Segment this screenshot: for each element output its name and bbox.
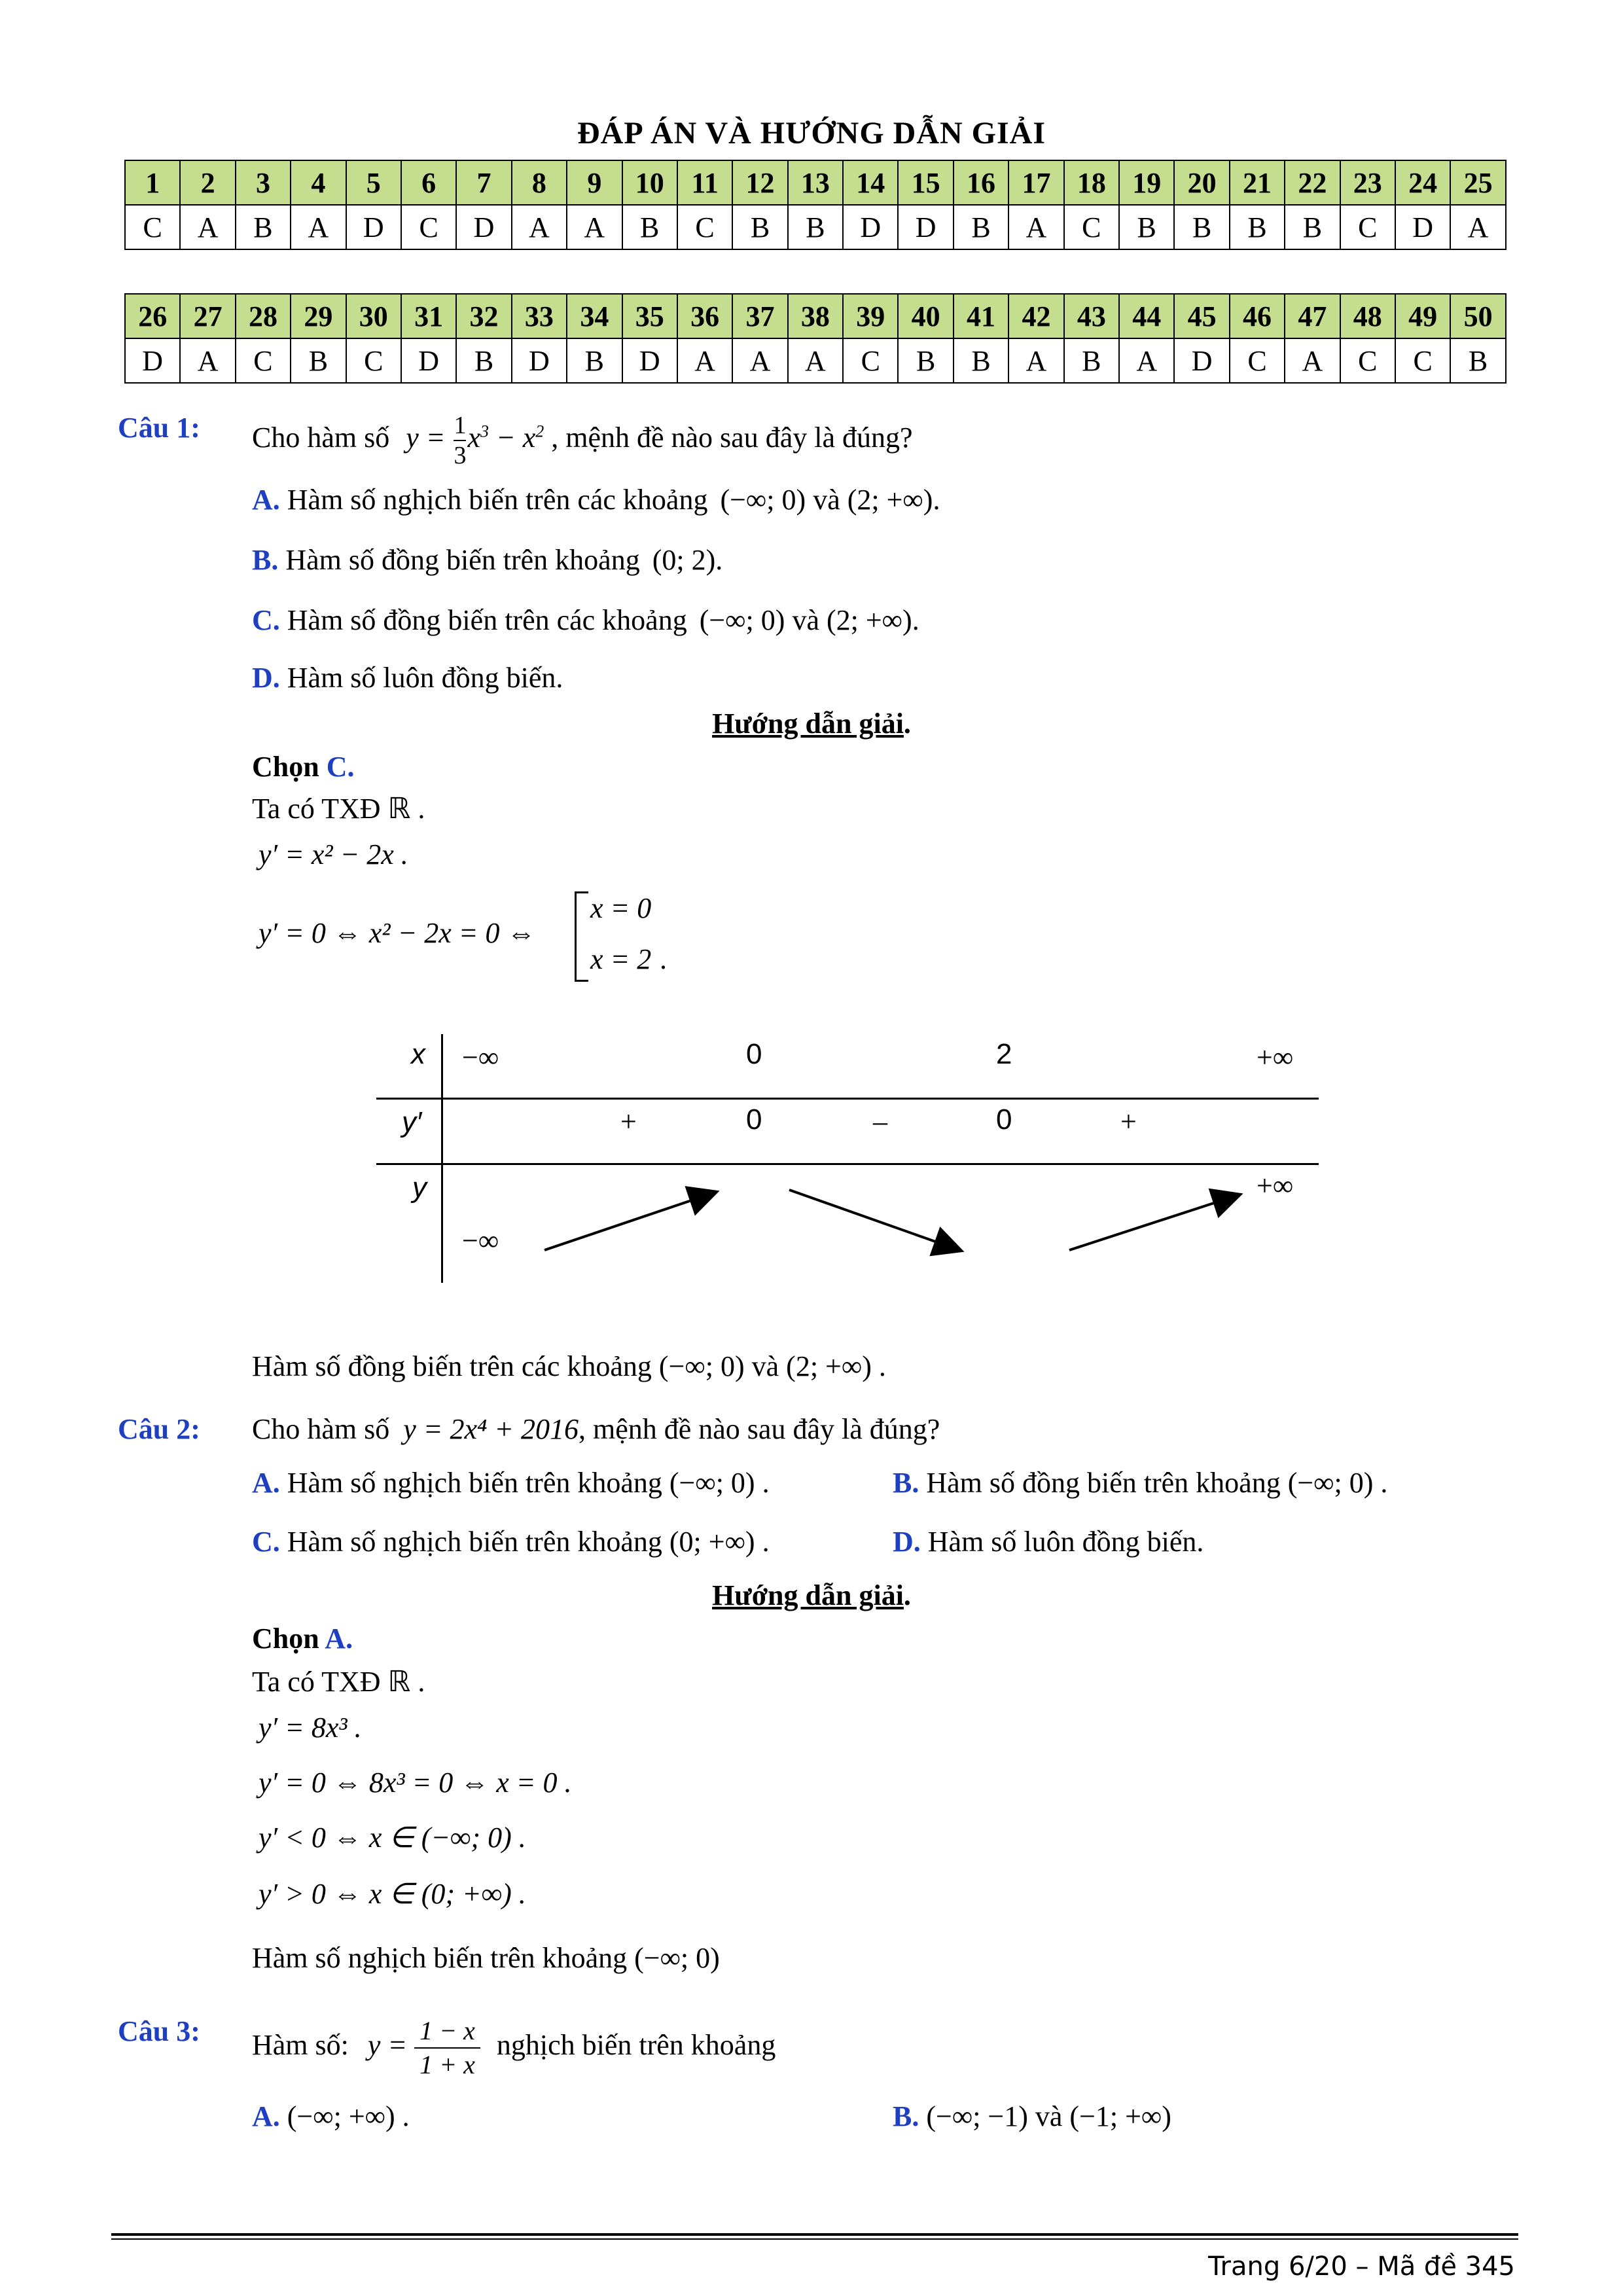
vt-sign-plus-2: + bbox=[1120, 1105, 1137, 1138]
page-footer: Trang 6/20 – Mã đề 345 bbox=[1207, 2251, 1515, 2282]
answer-cell: B bbox=[1285, 205, 1340, 249]
question-number-cell: 36 bbox=[677, 294, 732, 338]
question-number-cell: 19 bbox=[1119, 160, 1174, 205]
q2-txd: Ta có TXĐ ℝ . bbox=[252, 1666, 425, 1698]
answer-cell: B bbox=[788, 205, 843, 249]
answer-cell: C bbox=[236, 338, 291, 383]
vt-y-neg-inf: −∞ bbox=[462, 1225, 499, 1257]
question-number-cell: 46 bbox=[1230, 294, 1285, 338]
answer-cell: B bbox=[236, 205, 291, 249]
question-number-cell: 42 bbox=[1008, 294, 1063, 338]
vt-x-0: 0 bbox=[746, 1038, 762, 1070]
answer-cell: A bbox=[291, 205, 346, 249]
q2-stem: Cho hàm số y = 2x⁴ + 2016, mệnh đề nào sau đây là đúng? bbox=[252, 1413, 940, 1445]
q2-choose: Chọn A. bbox=[252, 1623, 353, 1655]
answer-cell: A bbox=[567, 205, 622, 249]
question-number-cell: 3 bbox=[236, 160, 291, 205]
answer-cell: D bbox=[1174, 338, 1229, 383]
footer-rule-thick bbox=[111, 2233, 1518, 2236]
vt-arrow-up-1 bbox=[544, 1193, 715, 1250]
answer-cell: D bbox=[843, 205, 898, 249]
q1-conclusion: Hàm số đồng biến trên các khoảng (−∞; 0) và (2; +∞) . bbox=[252, 1350, 886, 1382]
question-number-cell: 13 bbox=[788, 160, 843, 205]
q1-option-d: D. Hàm số luôn đồng biến. bbox=[252, 662, 563, 694]
answer-cell: C bbox=[1340, 338, 1395, 383]
question-number-cell: 49 bbox=[1395, 294, 1450, 338]
question-number-cell: 11 bbox=[677, 160, 732, 205]
question-number-cell: 32 bbox=[456, 294, 511, 338]
question-number-cell: 25 bbox=[1450, 160, 1505, 205]
vt-arrow-up-2 bbox=[1069, 1195, 1238, 1250]
question-number-cell: 47 bbox=[1285, 294, 1340, 338]
answer-cell: A bbox=[180, 338, 235, 383]
answer-cell: A bbox=[1008, 338, 1063, 383]
q3-frac-num: 1 − x bbox=[414, 2015, 480, 2049]
q1-txd: Ta có TXĐ ℝ . bbox=[252, 793, 425, 825]
q1-choose: Chọn C. bbox=[252, 751, 355, 783]
question-number-cell: 21 bbox=[1230, 160, 1285, 205]
q1-stem-suffix: , mệnh đề nào sau đây là đúng? bbox=[551, 422, 913, 454]
answer-cell: A bbox=[1285, 338, 1340, 383]
question-number-cell: 12 bbox=[732, 160, 787, 205]
question-number-cell: 39 bbox=[843, 294, 898, 338]
question-number-cell: 43 bbox=[1064, 294, 1119, 338]
question-number-cell: 10 bbox=[622, 160, 677, 205]
question-number-cell: 22 bbox=[1285, 160, 1340, 205]
answer-cell: A bbox=[788, 338, 843, 383]
q2-line-4: y′ > 0 ⇔ x ∈ (0; +∞) . bbox=[259, 1878, 526, 1910]
q3-option-b: B. (−∞; −1) và (−1; +∞) bbox=[893, 2100, 1171, 2132]
answer-cell: B bbox=[1064, 338, 1119, 383]
question-number-cell: 8 bbox=[512, 160, 567, 205]
answer-cell: D bbox=[512, 338, 567, 383]
answer-cell: B bbox=[622, 205, 677, 249]
q1-root-2: x = 2 bbox=[590, 943, 652, 975]
answer-cell: B bbox=[898, 338, 953, 383]
question-number-cell: 9 bbox=[567, 160, 622, 205]
question-number-cell: 45 bbox=[1174, 294, 1229, 338]
vt-yprime-label: y′ bbox=[402, 1106, 422, 1138]
answer-cell: D bbox=[622, 338, 677, 383]
question-number-cell: 29 bbox=[291, 294, 346, 338]
question-number-cell: 30 bbox=[346, 294, 401, 338]
answer-cell: A bbox=[732, 338, 787, 383]
q2-line-3: y′ < 0 ⇔ x ∈ (−∞; 0) . bbox=[259, 1821, 526, 1854]
question-number-cell: 20 bbox=[1174, 160, 1229, 205]
question-number-cell: 41 bbox=[954, 294, 1008, 338]
vt-y-pos-inf: +∞ bbox=[1257, 1170, 1294, 1202]
question-number-cell: 37 bbox=[732, 294, 787, 338]
answer-cell: B bbox=[1174, 205, 1229, 249]
question-number-cell: 2 bbox=[180, 160, 235, 205]
question-number-cell: 38 bbox=[788, 294, 843, 338]
answer-cell: D bbox=[456, 205, 511, 249]
vt-x-pos-inf: +∞ bbox=[1257, 1041, 1294, 1073]
answer-cell: B bbox=[291, 338, 346, 383]
q1-option-a: A. Hàm số nghịch biến trên các khoảng (−∞; 0) và (2; +∞). bbox=[252, 484, 940, 516]
answer-cell: A bbox=[180, 205, 235, 249]
question-number-cell: 18 bbox=[1064, 160, 1119, 205]
answer-cell: C bbox=[401, 205, 456, 249]
answer-cell: C bbox=[677, 205, 732, 249]
answer-cell: D bbox=[401, 338, 456, 383]
vt-sign-zero-2: 0 bbox=[996, 1103, 1012, 1136]
vt-x-label: x bbox=[411, 1038, 425, 1070]
question-number-cell: 4 bbox=[291, 160, 346, 205]
question-number-cell: 1 bbox=[125, 160, 180, 205]
q1-root-1: x = 0 bbox=[590, 892, 652, 924]
answer-cell: C bbox=[1064, 205, 1119, 249]
answer-cell: C bbox=[1395, 338, 1450, 383]
q2-line-1: y′ = 8x³ . bbox=[259, 1712, 362, 1744]
answer-cell: B bbox=[1230, 205, 1285, 249]
answer-cell: B bbox=[1119, 205, 1174, 249]
question-number-cell: 31 bbox=[401, 294, 456, 338]
answer-cell: D bbox=[125, 338, 180, 383]
question-number-cell: 44 bbox=[1119, 294, 1174, 338]
page-title: ĐÁP ÁN VÀ HƯỚNG DẪN GIẢI bbox=[577, 116, 1046, 151]
question-number-cell: 16 bbox=[954, 160, 1008, 205]
q1-stem: Cho hàm số y = $\frac{1}{3}$ $x^3 - x^2$ , mệnh đề nào sau đây là đúng? bbox=[252, 412, 913, 469]
q2-option-b: B. Hàm số đồng biến trên khoảng (−∞; 0) . bbox=[893, 1467, 1388, 1499]
answer-cell: A bbox=[512, 205, 567, 249]
answer-cell: D bbox=[346, 205, 401, 249]
q3-option-a: A. (−∞; +∞) . bbox=[252, 2100, 410, 2132]
answer-cell: C bbox=[125, 205, 180, 249]
q2-guide-heading: Hướng dẫn giải. bbox=[712, 1579, 911, 1611]
question-number-cell: 28 bbox=[236, 294, 291, 338]
question-number-cell: 50 bbox=[1450, 294, 1505, 338]
vt-sign-minus: – bbox=[873, 1105, 887, 1138]
question-number-cell: 24 bbox=[1395, 160, 1450, 205]
answer-cell: B bbox=[954, 205, 1008, 249]
q1-option-c: C. Hàm số đồng biến trên các khoảng (−∞; 0) và (2; +∞). bbox=[252, 604, 919, 636]
q3-stem: Hàm số: y = $\frac{1 - x}{1 + x}$ nghịch biến trên khoảng bbox=[252, 2015, 776, 2081]
question-number-cell: 40 bbox=[898, 294, 953, 338]
question-number-cell: 14 bbox=[843, 160, 898, 205]
question-number-cell: 5 bbox=[346, 160, 401, 205]
answer-cell: A bbox=[677, 338, 732, 383]
answer-cell: B bbox=[954, 338, 1008, 383]
q1-stem-prefix: Cho hàm số bbox=[252, 422, 390, 454]
question-number-cell: 23 bbox=[1340, 160, 1395, 205]
question-number-cell: 17 bbox=[1008, 160, 1063, 205]
q1-derivative-zero: y′ = 0 ⇔ x² − 2x = 0 ⇔ bbox=[259, 917, 536, 949]
q2-line-2: y′ = 0 ⇔ 8x³ = 0 ⇔ x = 0 . bbox=[259, 1767, 572, 1799]
vt-y-label: y bbox=[412, 1172, 427, 1204]
vt-sign-zero-1: 0 bbox=[746, 1103, 762, 1136]
q1-derivative: y′ = x² − 2x . bbox=[259, 838, 408, 870]
vt-x-2: 2 bbox=[996, 1038, 1012, 1070]
q2-label: Câu 2: bbox=[118, 1413, 200, 1445]
answer-cell: B bbox=[732, 205, 787, 249]
answer-cell: C bbox=[1340, 205, 1395, 249]
answer-cell: D bbox=[1395, 205, 1450, 249]
question-number-cell: 7 bbox=[456, 160, 511, 205]
vt-x-neg-inf: −∞ bbox=[462, 1041, 499, 1073]
question-number-cell: 33 bbox=[512, 294, 567, 338]
q3-label: Câu 3: bbox=[118, 2015, 200, 2047]
q3-frac-den: 1 + x bbox=[419, 2050, 475, 2079]
question-number-cell: 48 bbox=[1340, 294, 1395, 338]
answer-cell: D bbox=[898, 205, 953, 249]
question-number-cell: 35 bbox=[622, 294, 677, 338]
answer-cell: A bbox=[1008, 205, 1063, 249]
q1-guide-heading: Hướng dẫn giải. bbox=[712, 708, 911, 740]
answer-cell: B bbox=[567, 338, 622, 383]
q2-option-d: D. Hàm số luôn đồng biến. bbox=[893, 1526, 1204, 1558]
q2-option-c: C. Hàm số nghịch biến trên khoảng (0; +∞) . bbox=[252, 1526, 770, 1558]
answer-cell: A bbox=[1119, 338, 1174, 383]
q1-option-b: B. Hàm số đồng biến trên khoảng (0; 2). bbox=[252, 544, 723, 576]
question-number-cell: 15 bbox=[898, 160, 953, 205]
question-number-cell: 34 bbox=[567, 294, 622, 338]
answer-cell: C bbox=[346, 338, 401, 383]
question-number-cell: 27 bbox=[180, 294, 235, 338]
question-number-cell: 6 bbox=[401, 160, 456, 205]
vt-sign-plus-1: + bbox=[620, 1105, 637, 1138]
answer-cell: B bbox=[456, 338, 511, 383]
question-number-cell: 26 bbox=[125, 294, 180, 338]
q1-label: Câu 1: bbox=[118, 412, 200, 444]
answer-cell: C bbox=[843, 338, 898, 383]
footer-rule-thin bbox=[111, 2238, 1518, 2240]
answer-cell: C bbox=[1230, 338, 1285, 383]
q2-conclusion: Hàm số nghịch biến trên khoảng (−∞; 0) bbox=[252, 1942, 720, 1974]
vt-arrow-down bbox=[789, 1190, 959, 1250]
q2-option-a: A. Hàm số nghịch biến trên khoảng (−∞; 0) . bbox=[252, 1467, 770, 1499]
answer-cell: A bbox=[1450, 205, 1505, 249]
answer-cell: B bbox=[1450, 338, 1505, 383]
